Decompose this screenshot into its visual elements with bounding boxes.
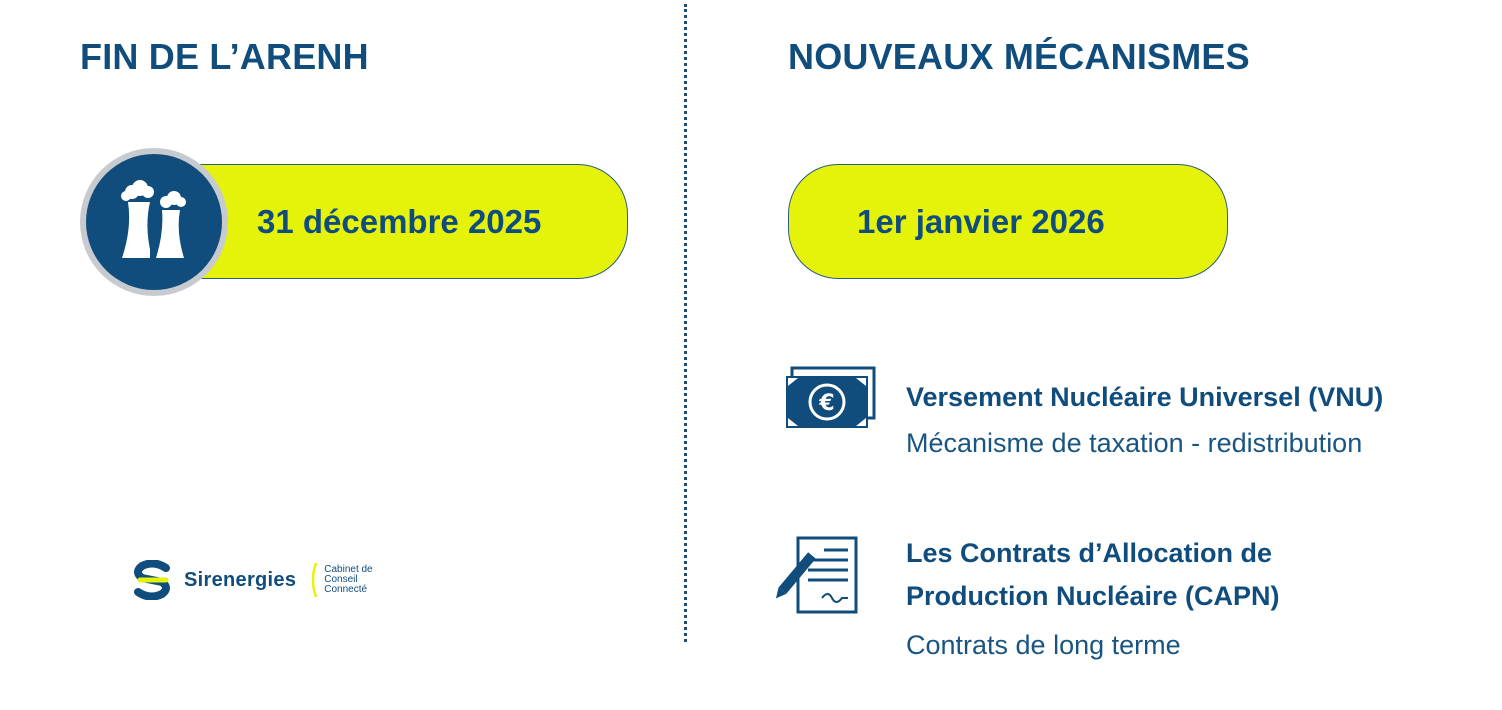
logo-name: Sirenergies: [184, 568, 297, 591]
logo-tagline: [324, 565, 372, 595]
end-date-pill: [188, 164, 628, 279]
capn-subtitle: Contrats de long terme: [906, 630, 1181, 660]
left-heading: FIN DE L’ARENH: [80, 36, 369, 77]
capn-title: [906, 532, 1280, 618]
sirenergies-logo-mark: [134, 560, 172, 600]
capn-title-line1: Les Contrats d’Allocation de: [906, 538, 1273, 568]
sirenergies-logo: [134, 560, 373, 600]
right-heading: NOUVEAUX MÉCANISMES: [788, 36, 1250, 77]
logo-bracket: [310, 561, 318, 599]
vertical-divider: [684, 4, 687, 642]
end-date: 31 décembre 2025: [257, 202, 542, 240]
vnu-title: Versement Nucléaire Universel (VNU): [906, 382, 1384, 412]
signed-contract-icon: [774, 536, 862, 621]
logo-tagline-line2: Conseil: [324, 574, 358, 585]
vnu-subtitle: Mécanisme de taxation - redistribution: [906, 428, 1363, 458]
svg-text:€: €: [819, 391, 835, 416]
logo-tagline-line3: Connecté: [324, 584, 368, 595]
logo-tagline-line1: Cabinet de: [324, 564, 373, 575]
nuclear-plant-icon: [80, 148, 228, 296]
start-date-pill: [788, 164, 1228, 279]
start-date: 1er janvier 2026: [857, 202, 1105, 240]
euro-banknote-icon: [786, 366, 878, 435]
capn-title-line2: Production Nucléaire (CAPN): [906, 581, 1280, 611]
